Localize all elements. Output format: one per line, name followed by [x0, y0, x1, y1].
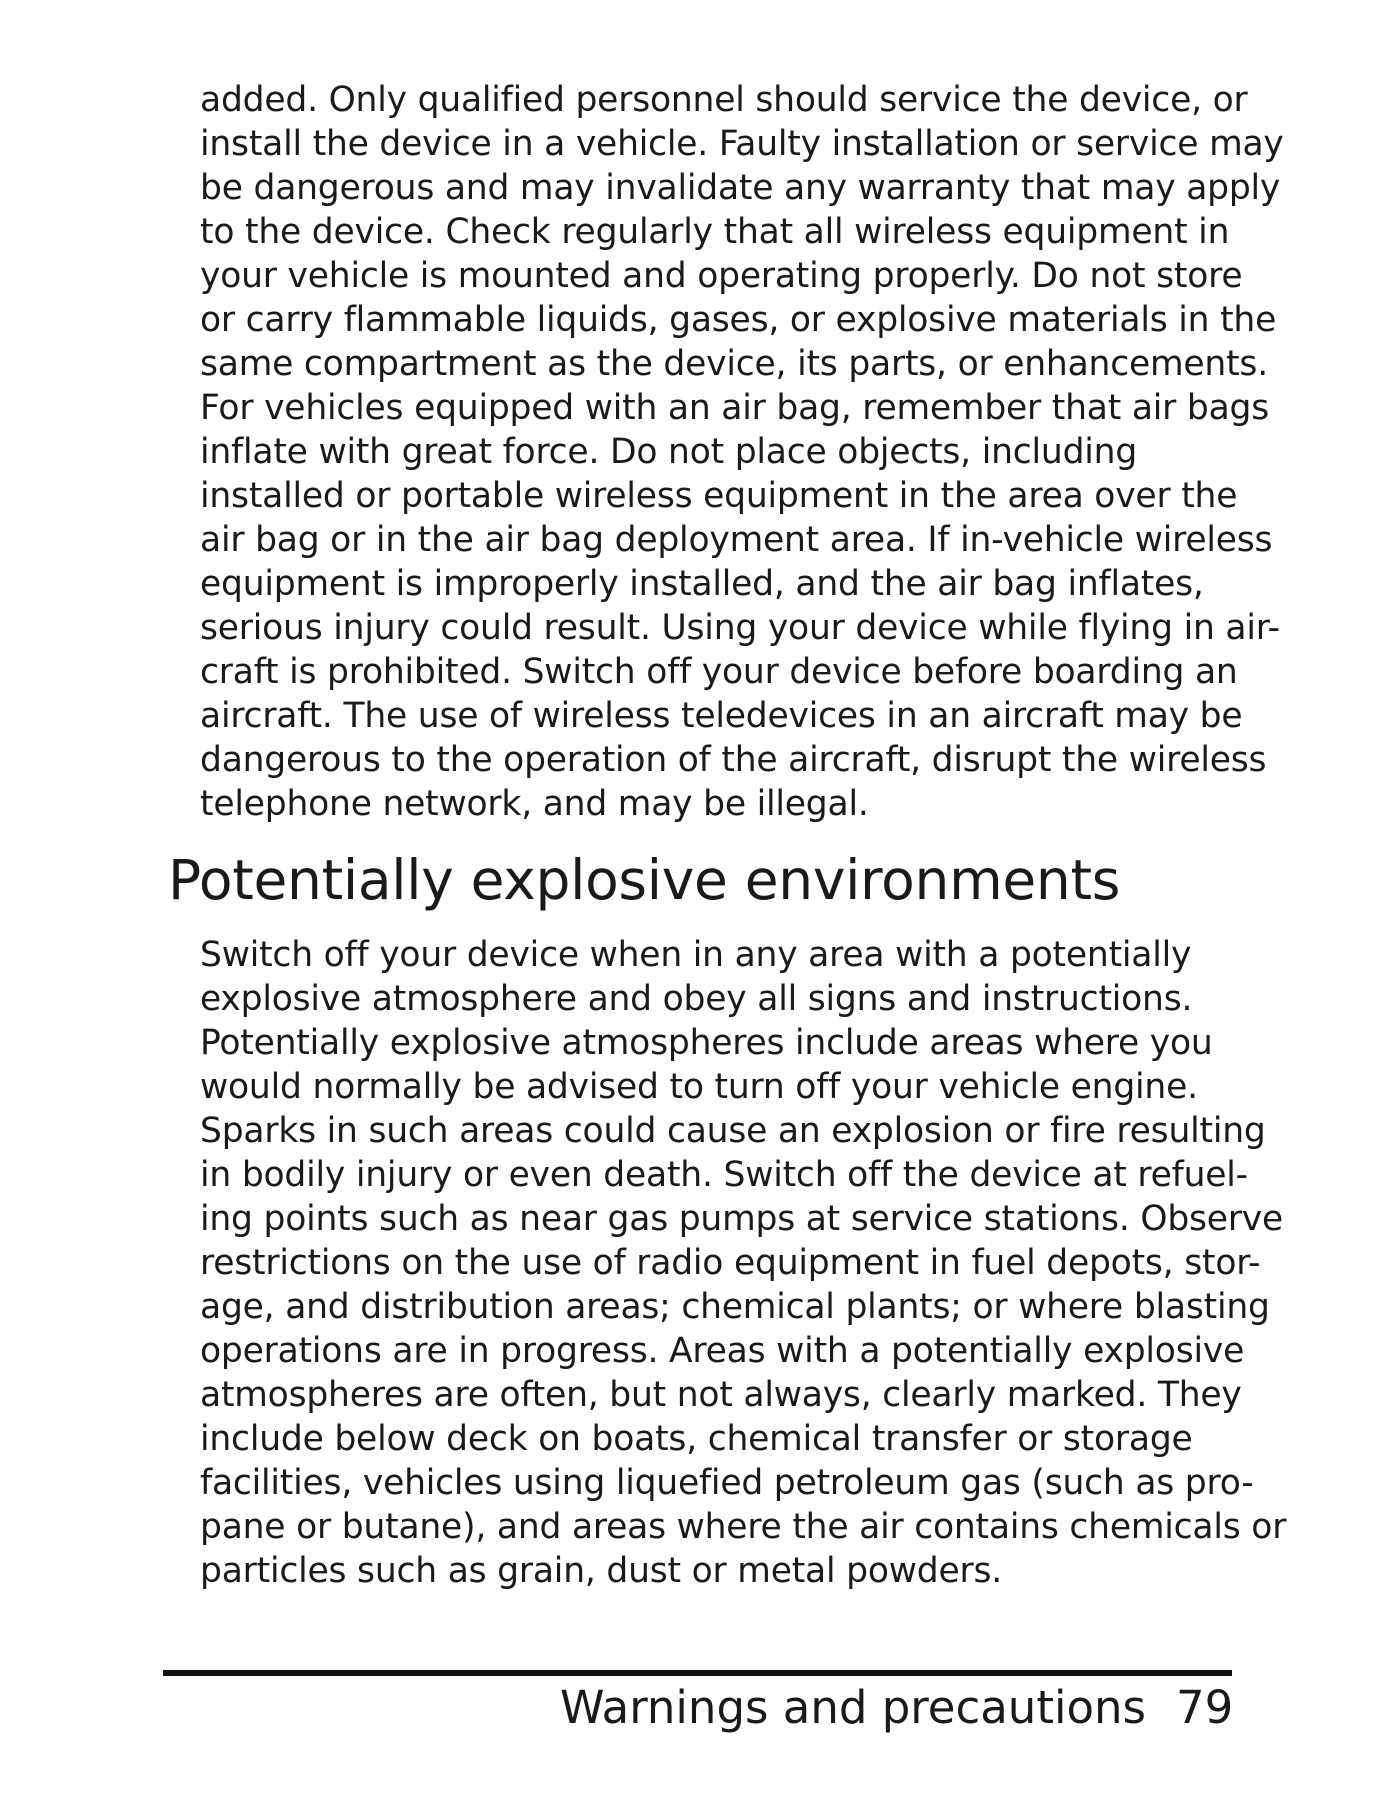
text-line: atmospheres are often, but not always, clearly marked. They	[200, 1375, 1242, 1415]
page-number: 79	[1176, 1681, 1234, 1734]
text-line: dangerous to the operation of the aircraft, disrupt the wireless	[200, 740, 1267, 780]
section-heading: Potentially explosive environments	[168, 848, 1121, 912]
text-line: Switch off your device when in any area with a potentially	[200, 935, 1192, 975]
text-line: facilities, vehicles using liquefied petroleum gas (such as pro-	[200, 1463, 1254, 1503]
text-line: be dangerous and may invalidate any warranty that may apply	[200, 168, 1281, 208]
text-line: age, and distribution areas; chemical plants; or where blasting	[200, 1287, 1270, 1327]
text-line: restrictions on the use of radio equipment in fuel depots, stor-	[200, 1243, 1261, 1283]
text-line: operations are in progress. Areas with a potentially explosive	[200, 1331, 1245, 1371]
text-line: added. Only qualified personnel should service the device, or	[200, 80, 1248, 120]
text-line: would normally be advised to turn off your vehicle engine.	[200, 1067, 1198, 1107]
text-line: same compartment as the device, its parts, or enhancements.	[200, 344, 1268, 384]
text-line: air bag or in the air bag deployment area. If in-vehicle wireless	[200, 520, 1273, 560]
text-line: include below deck on boats, chemical transfer or storage	[200, 1419, 1193, 1459]
footer-rule	[163, 1670, 1232, 1676]
footer-title: Warnings and precautions	[560, 1681, 1146, 1734]
text-line: craft is prohibited. Switch off your device before boarding an	[200, 652, 1238, 692]
text-line: Potentially explosive atmospheres include areas where you	[200, 1023, 1213, 1063]
text-line: particles such as grain, dust or metal powders.	[200, 1551, 1003, 1591]
text-line: or carry flammable liquids, gases, or explosive materials in the	[200, 300, 1277, 340]
text-line: For vehicles equipped with an air bag, remember that air bags	[200, 388, 1270, 428]
text-line: ing points such as near gas pumps at service stations. Observe	[200, 1199, 1284, 1239]
text-line: explosive atmosphere and obey all signs and instructions.	[200, 979, 1193, 1019]
text-line: install the device in a vehicle. Faulty installation or service may	[200, 124, 1284, 164]
text-line: Sparks in such areas could cause an explosion or fire resulting	[200, 1111, 1266, 1151]
text-line: equipment is improperly installed, and the air bag inflates,	[200, 564, 1204, 604]
text-line: in bodily injury or even death. Switch off the device at refuel-	[200, 1155, 1248, 1195]
text-line: to the device. Check regularly that all wireless equipment in	[200, 212, 1230, 252]
text-line: serious injury could result. Using your device while flying in air-	[200, 608, 1280, 648]
text-line: telephone network, and may be illegal.	[200, 784, 869, 824]
text-line: your vehicle is mounted and operating properly. Do not store	[200, 256, 1243, 296]
text-line: aircraft. The use of wireless teledevices in an aircraft may be	[200, 696, 1243, 736]
text-line: pane or butane), and areas where the air contains chemicals or	[200, 1507, 1287, 1547]
text-line: inflate with great force. Do not place objects, including	[200, 432, 1138, 472]
text-line: installed or portable wireless equipment in the area over the	[200, 476, 1238, 516]
